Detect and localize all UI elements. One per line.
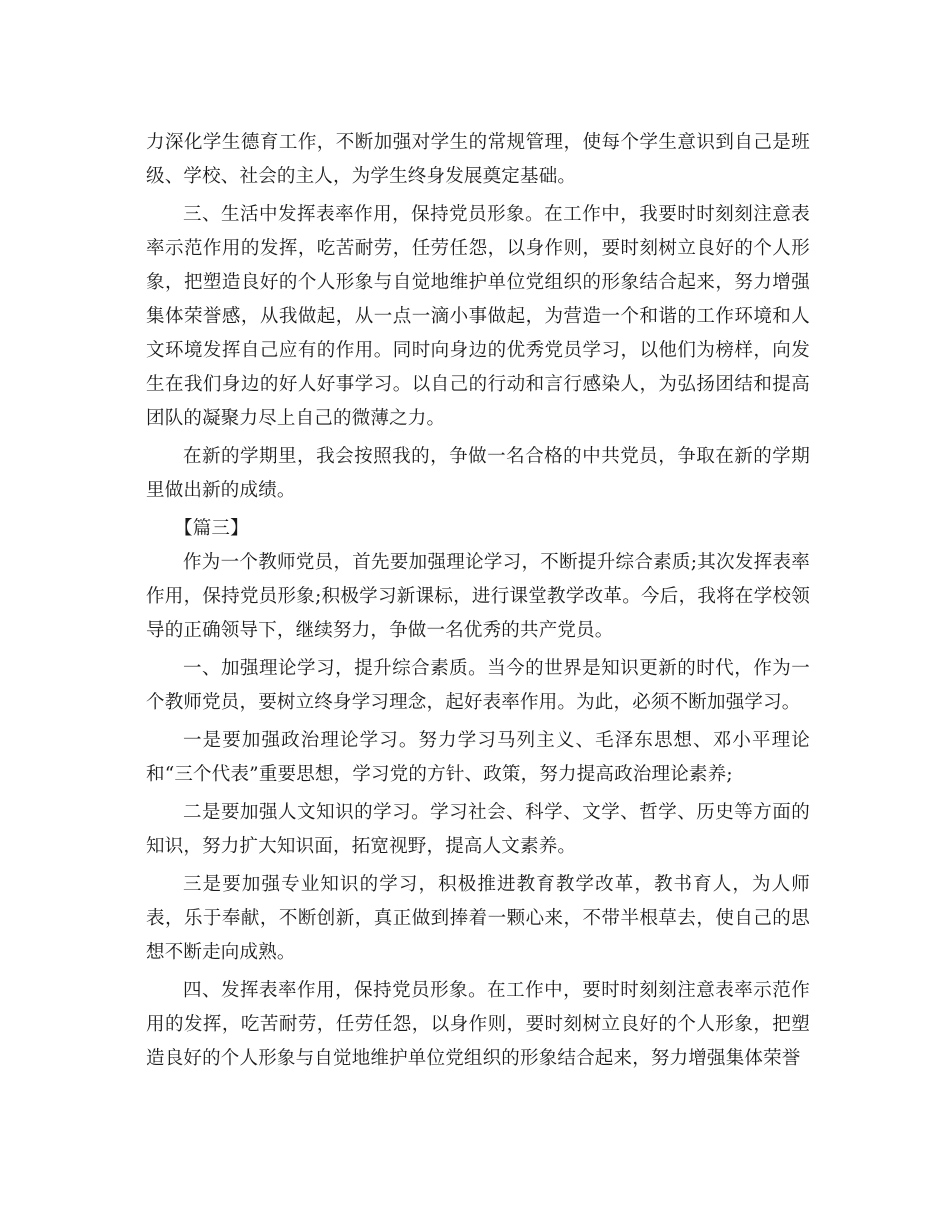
paragraph-humanities-study: 二是要加强人文知识的学习。学习社会、科学、文学、哲学、历史等方面的知识，努力扩大知识面，拓宽视野，提高人文素养。 [146, 802, 810, 857]
document-body [146, 126, 810, 1076]
paragraph-political-study: 一是要加强政治理论学习。努力学习马列主义、毛泽东思想、邓小平理论和“三个代表”重要思想，学习党的方针、政策，努力提高政治理论素养; [146, 730, 810, 785]
paragraph-exemplary-role: 四、发挥表率作用，保持党员形象。在工作中，要时时刻刻注意表率示范作用的发挥，吃苦耐劳，任劳任怨，以身作则，要时刻树立良好的个人形象，把塑造良好的个人形象与自觉地维护单位党组织的形象结合起来，努力增强集体荣誉 [146, 980, 810, 1069]
paragraph-section-three: 三、生活中发挥表率作用，保持党员形象。在工作中，我要时时刻刻注意表率示范作用的发挥，吃苦耐劳，任劳任怨，以身作则，要时刻树立良好的个人形象，把塑造良好的个人形象与自觉地维护单位党组织的形象结合起来，努力增强集体荣誉感，从我做起，从一点一滴小事做起，为营造一个和谐的工作环境和人文环境发挥自己应有的作用。同时向身边的优秀党员学习，以他们为榜样，向发生在我们身边的好人好事学习。以自己的行动和言行感染人，为弘扬团结和提高团队的凝聚力尽上自己的微薄之力。 [146, 204, 810, 429]
section-heading-part-three: 【篇三】 [174, 518, 249, 539]
paragraph-new-semester: 在新的学期里，我会按照我的，争做一名合格的中共党员，争取在新的学期里做出新的成绩。 [146, 446, 810, 501]
paragraph-professional-study: 三是要加强专业知识的学习，积极推进教育教学改革，教书育人，为人师表，乐于奉献，不断创新，真正做到捧着一颗心来，不带半根草去，使自己的思想不断走向成熟。 [146, 874, 810, 963]
paragraph-continuation: 力深化学生德育工作，不断加强对学生的常规管理，使每个学生意识到自己是班级、学校、社会的主人，为学生终身发展奠定基础。 [146, 132, 810, 187]
paragraph-theory-study: 一、加强理论学习，提升综合素质。当今的世界是知识更新的时代，作为一个教师党员，要树立终身学习理念，起好表率作用。为此，必须不断加强学习。 [146, 658, 810, 713]
paragraph-intro-teacher: 作为一个教师党员，首先要加强理论学习，不断提升综合素质;其次发挥表率作用，保持党员形象;积极学习新课标，进行课堂教学改革。今后，我将在学校领导的正确领导下，继续努力，争做一名优秀的共产党员。 [146, 552, 810, 641]
